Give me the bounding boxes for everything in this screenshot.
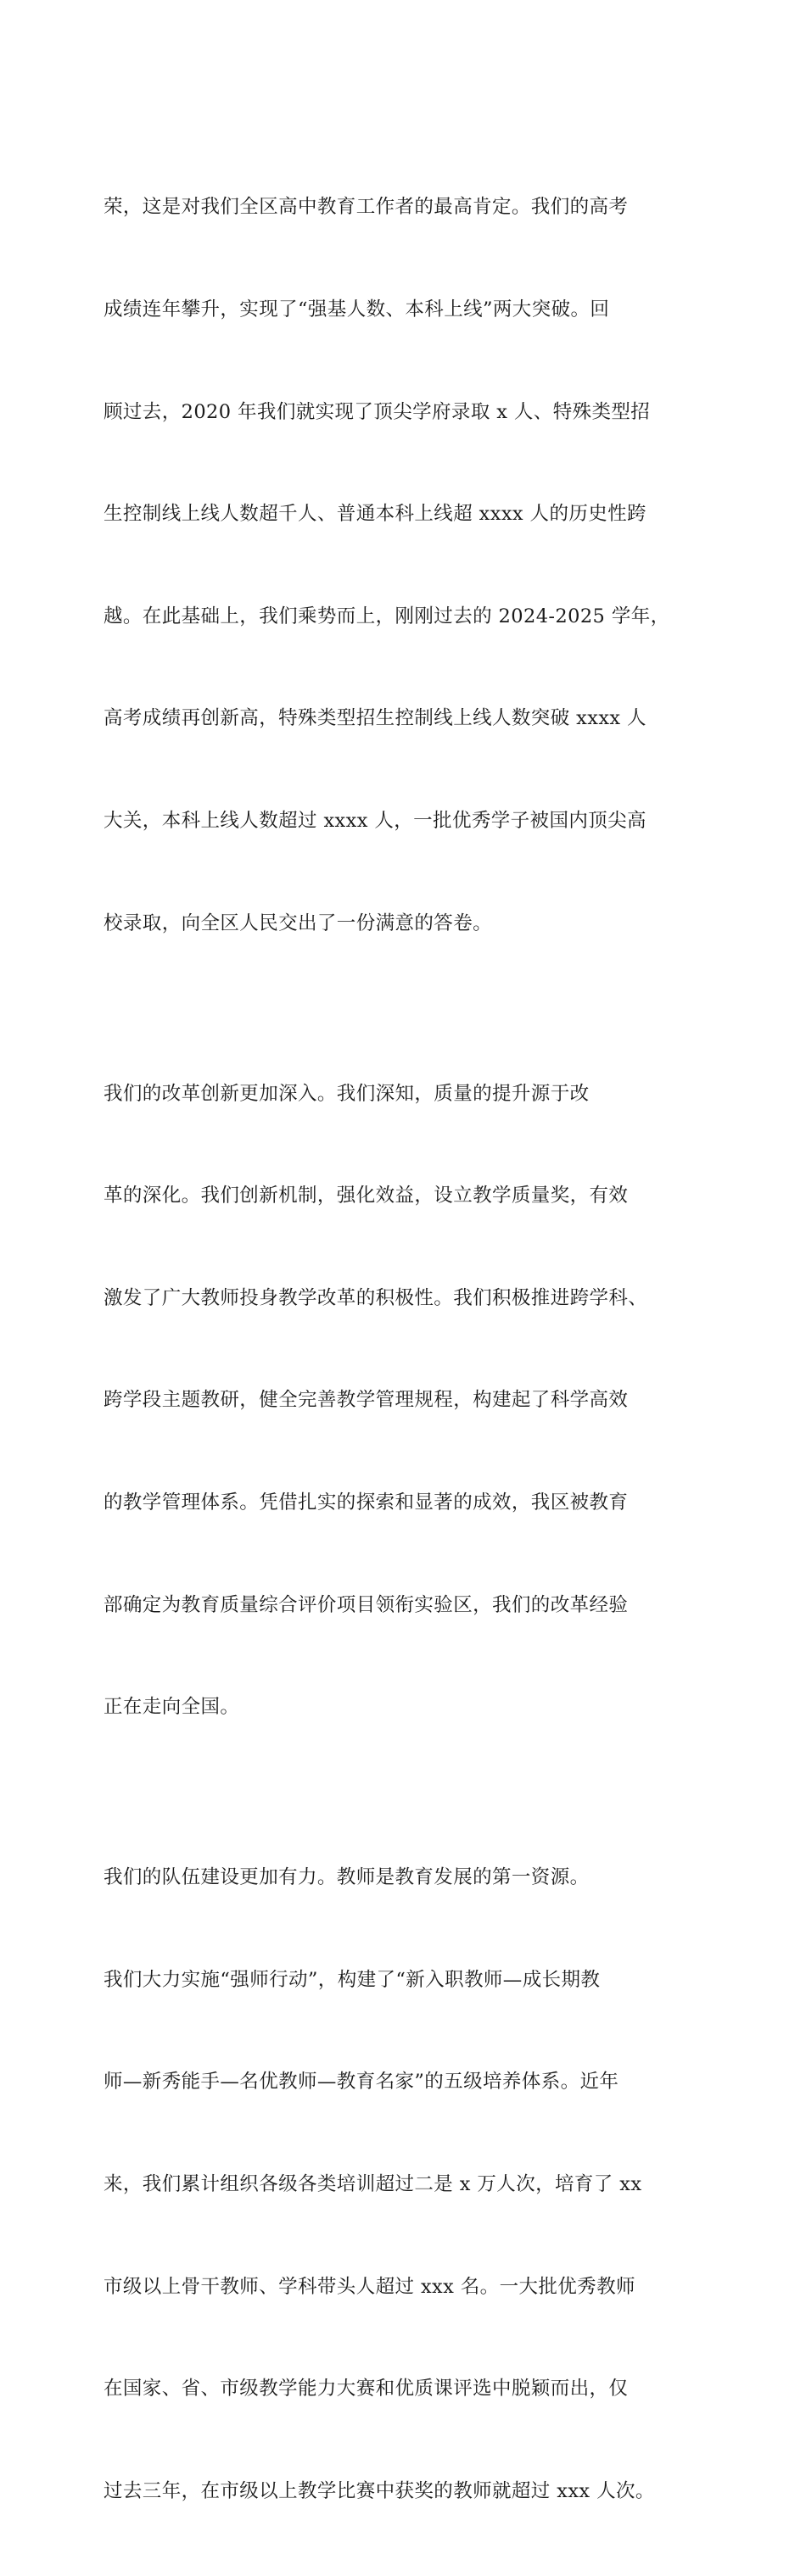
- text-line: 大关，本科上线人数超过 xxxx 人，一批优秀学子被国内顶尖高: [104, 809, 646, 832]
- text-line: 我们大力实施“强师行动”，构建了“新入职教师—成长期教: [104, 1968, 601, 1991]
- paragraph-achievements: [104, 122, 714, 1008]
- text-line: 荣，这是对我们全区高中教育工作者的最高肯定。我们的高考: [104, 196, 629, 219]
- text-line: 的教学管理体系。凭借扎实的探索和显著的成效，我区被教育: [104, 1491, 629, 1514]
- text-line: 市级以上骨干教师、学科带头人超过 xxx 名。一大批优秀教师: [104, 2275, 635, 2298]
- text-line: 激发了广大教师投身教学改革的积极性。我们积极推进跨学科、: [104, 1286, 648, 1309]
- paragraph-reform: [104, 1008, 714, 1793]
- text-line: 生控制线上线人数超千人、普通本科上线超 xxxx 人的历史性跨: [104, 503, 646, 526]
- text-line: 部确定为教育质量综合评价项目领衔实验区，我们的改革经验: [104, 1593, 629, 1616]
- document-body: [104, 122, 714, 2576]
- text-line: 我们的改革创新更加深入。我们深知，质量的提升源于改: [104, 1082, 590, 1105]
- text-line: 我们的队伍建设更加有力。教师是教育发展的第一资源。: [104, 1866, 590, 1889]
- text-line: 革的深化。我们创新机制，强化效益，设立教学质量奖，有效: [104, 1185, 629, 1207]
- text-line: 正在走向全国。: [104, 1696, 240, 1719]
- text-line: 来，我们累计组织各级各类培训超过二是 x 万人次，培育了 xx: [104, 2172, 642, 2195]
- text-line: 校录取，向全区人民交出了一份满意的答卷。: [104, 912, 493, 934]
- text-line: 高考成绩再创新高，特殊类型招生控制线上线人数突破 xxxx 人: [104, 707, 646, 730]
- text-line: 跨学段主题教研，健全完善教学管理规程，构建起了科学高效: [104, 1389, 629, 1412]
- text-line: 过去三年，在市级以上教学比赛中获奖的教师就超过 xxx 人次。: [104, 2479, 655, 2502]
- text-line: 越。在此基础上，我们乘势而上，刚刚过去的 2024-2025 学年，: [104, 605, 670, 627]
- paragraph-teachers: [104, 1793, 714, 2576]
- text-line: 顾过去，2020 年我们就实现了顶尖学府录取 x 人、特殊类型招: [104, 400, 651, 423]
- text-line: 师—新秀能手—名优教师—教育名家”的五级培养体系。近年: [104, 2071, 619, 2094]
- text-line: 成绩连年攀升，实现了“强基人数、本科上线”两大突破。回: [104, 298, 610, 321]
- text-line: 在国家、省、市级教学能力大赛和优质课评选中脱颖而出，仅: [104, 2378, 629, 2400]
